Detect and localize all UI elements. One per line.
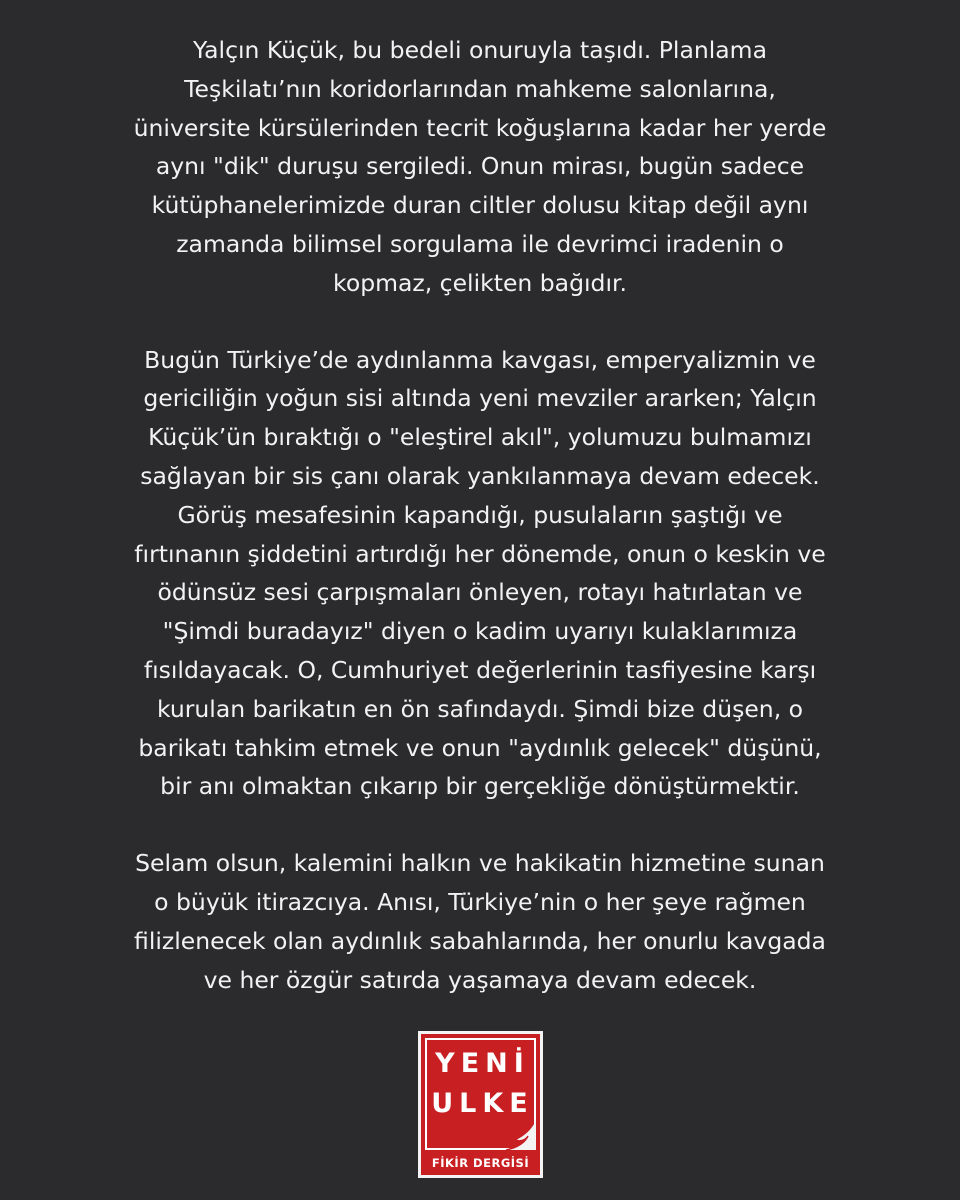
page-curl-icon xyxy=(506,1120,536,1150)
logo-word-yeni: YENİ xyxy=(435,1048,530,1079)
text-line: Teşkilatı’nın koridorlarından mahkeme salonlarına, xyxy=(184,74,776,103)
text-line: filizlenecek olan aydınlık sabahlarında, her onurlu kavgada xyxy=(134,926,826,955)
text-line: o büyük itirazcıya. Anısı, Türkiye’nin o her şeye rağmen xyxy=(154,887,806,916)
logo-panel xyxy=(425,1038,536,1150)
text-line: kütüphanelerimizde duran ciltler dolusu kitap değil aynı xyxy=(151,191,809,220)
text-line: üniversite kürsülerinden tecrit koğuşlarına kadar her yerde xyxy=(133,113,827,142)
text-line: Selam olsun, kalemini halkın ve hakikatin hizmetine sunan xyxy=(135,849,825,878)
text-line: Yalçın Küçük, bu bedeli onuruyla taşıdı. Planlama xyxy=(193,36,767,64)
text-line: Görüş mesafesinin kapandığı, pusulaların şaştığı ve xyxy=(177,500,783,529)
text-line: sağlayan bir sis çanı olarak yankılanmaya devam edecek. xyxy=(140,461,820,490)
paragraph-2 xyxy=(90,341,870,807)
paragraph-1 xyxy=(90,31,870,303)
paragraph-3 xyxy=(90,844,870,999)
text-line: bir anı olmaktan çıkarıp bir gerçekliğe dönüştürmektir. xyxy=(160,772,800,801)
yeni-ulke-logo xyxy=(418,1031,543,1178)
text-line: ödünsüz sesi çarpışmaları önleyen, rotayı hatırlatan ve xyxy=(157,578,803,607)
text-line: "Şimdi buradayız" diyen o kadim uyarıyı kulaklarımıza xyxy=(162,617,798,646)
text-line: gericiliğin yoğun sisi altında yeni mevziler ararken; Yalçın xyxy=(143,384,817,413)
article-body xyxy=(90,31,870,1037)
text-line: fırtınanın şiddetini artırdığı her dönemde, onun o keskin ve xyxy=(134,539,826,568)
text-line: Bugün Türkiye’de aydınlanma kavgası, emperyalizmin ve xyxy=(144,345,816,374)
text-line: barikatı tahkim etmek ve onun "aydınlık gelecek" düşünü, xyxy=(138,733,822,762)
text-line: kopmaz, çelikten bağıdır. xyxy=(333,268,627,297)
logo-subtitle: FİKİR DERGİSİ xyxy=(431,1156,530,1170)
text-line: fısıldayacak. O, Cumhuriyet değerlerinin tasfiyesine karşı xyxy=(143,655,817,684)
text-line: Küçük’ün bıraktığı o "eleştirel akıl", yolumuzu bulmamızı xyxy=(148,423,812,452)
text-line: zamanda bilimsel sorgulama ile devrimci iradenin o xyxy=(176,229,784,258)
text-line: aynı "dik" duruşu sergiledi. Onun mirası, bugün sadece xyxy=(155,152,805,181)
logo-word-ulke: ULKE xyxy=(431,1088,534,1119)
text-line: kurulan barikatın en ön safındaydı. Şimdi bize düşen, o xyxy=(156,694,804,723)
text-line: ve her özgür satırda yaşamaya devam edecek. xyxy=(203,965,757,994)
logo-red-block xyxy=(421,1034,540,1175)
